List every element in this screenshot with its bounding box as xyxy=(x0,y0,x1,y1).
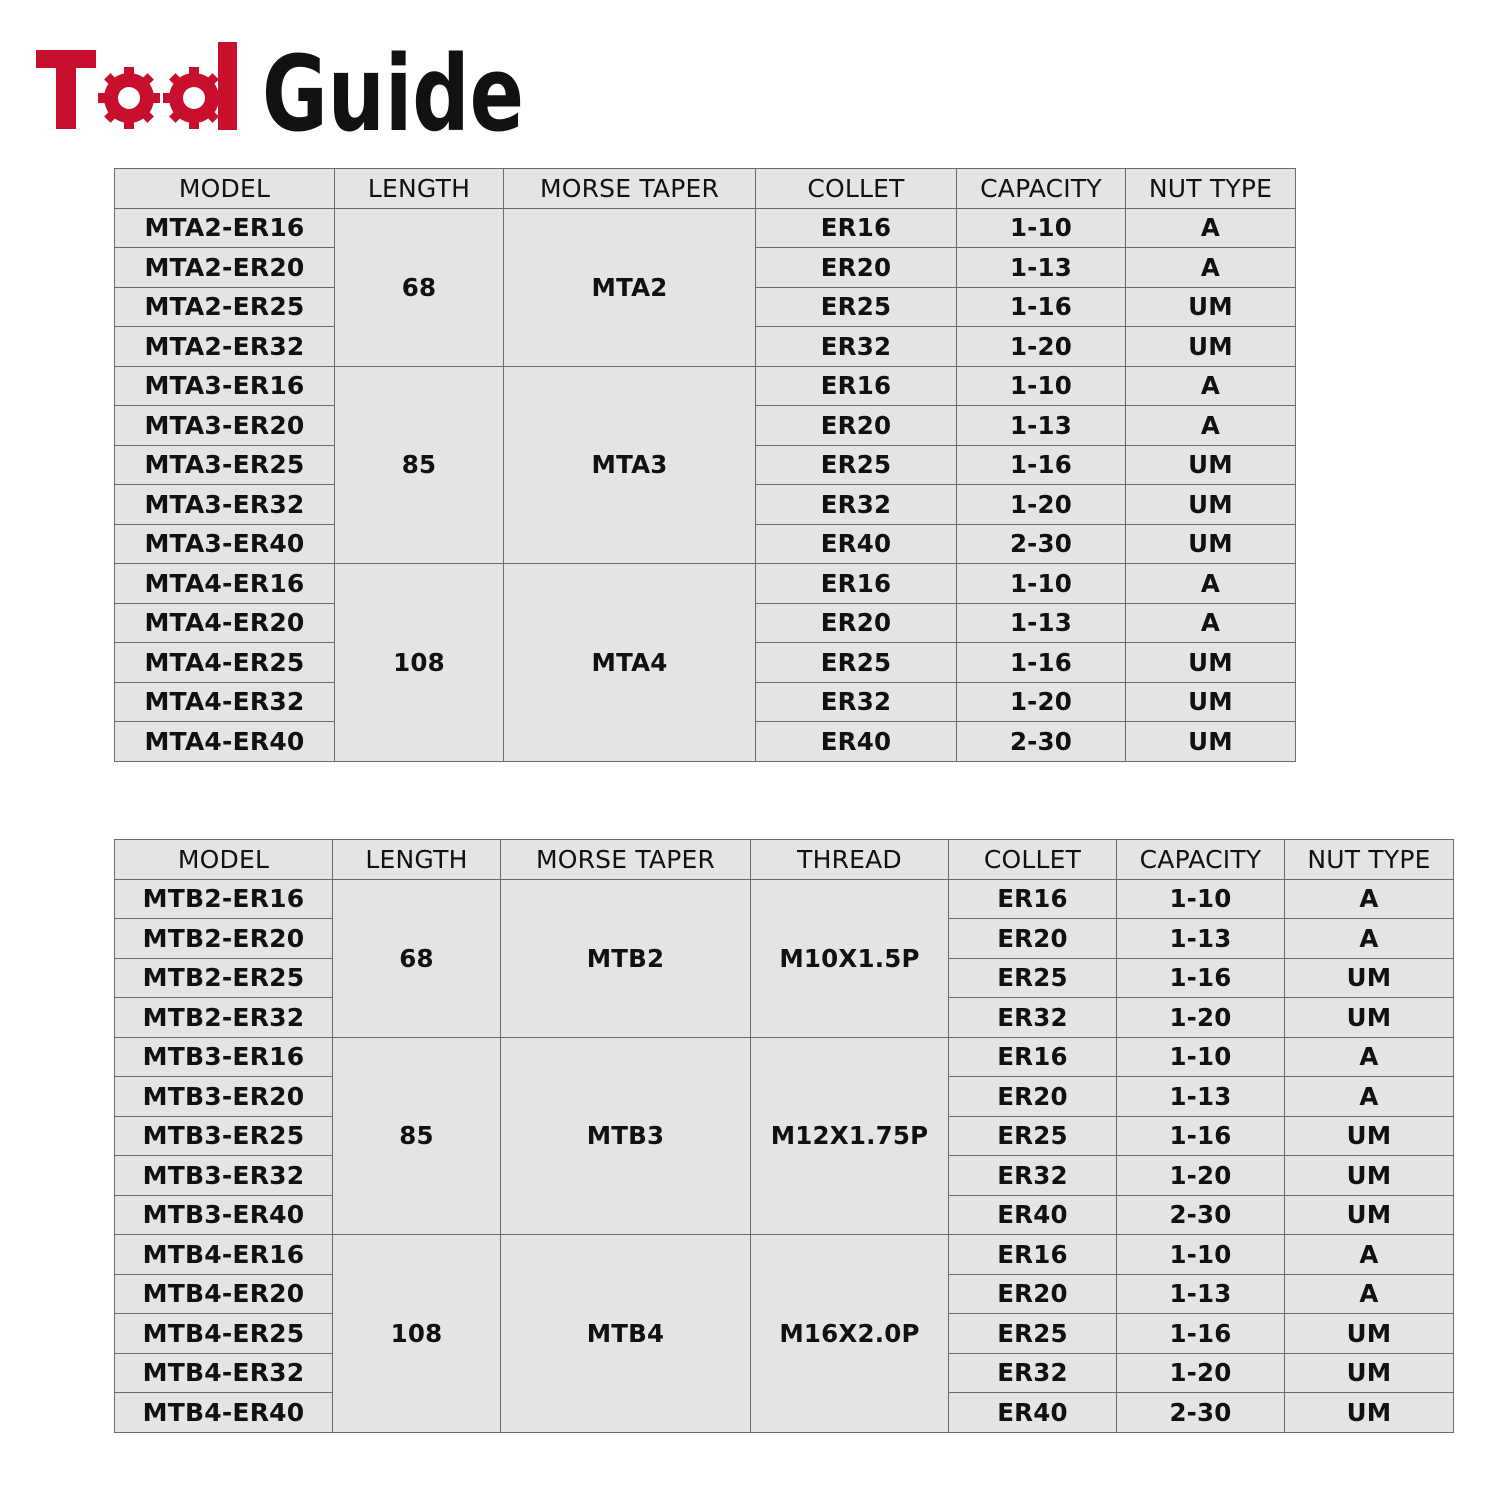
nut-type-cell: UM xyxy=(1126,485,1296,525)
nut-type-cell: A xyxy=(1285,919,1454,959)
collet-cell: ER32 xyxy=(949,998,1117,1038)
model-cell: MTB3-ER32 xyxy=(115,1156,333,1196)
model-cell: MTA4-ER40 xyxy=(115,722,335,762)
nut-type-cell: A xyxy=(1126,406,1296,446)
nut-type-cell: UM xyxy=(1126,643,1296,683)
model-cell: MTA4-ER20 xyxy=(115,603,335,643)
collet-cell: ER32 xyxy=(949,1353,1117,1393)
model-cell: MTA3-ER32 xyxy=(115,485,335,525)
column-header: CAPACITY xyxy=(1117,840,1285,880)
capacity-cell: 1-13 xyxy=(957,248,1126,288)
capacity-cell: 1-16 xyxy=(957,445,1126,485)
collet-cell: ER16 xyxy=(756,208,957,248)
morse-taper-cell: MTA3 xyxy=(504,366,756,564)
collet-cell: ER40 xyxy=(756,524,957,564)
nut-type-cell: A xyxy=(1126,366,1296,406)
capacity-cell: 1-10 xyxy=(1117,1235,1285,1275)
capacity-cell: 2-30 xyxy=(1117,1195,1285,1235)
collet-cell: ER20 xyxy=(756,248,957,288)
thread-cell: M16X2.0P xyxy=(751,1235,949,1433)
table-row xyxy=(115,564,1296,604)
collet-cell: ER32 xyxy=(949,1156,1117,1196)
nut-type-cell: UM xyxy=(1126,524,1296,564)
svg-text:Guide: Guide xyxy=(262,33,524,155)
column-header: NUT TYPE xyxy=(1126,169,1296,209)
morse-taper-cell: MTA2 xyxy=(504,208,756,366)
column-header: CAPACITY xyxy=(957,169,1126,209)
collet-cell: ER16 xyxy=(949,1235,1117,1275)
gear-icon xyxy=(98,67,160,129)
collet-cell: ER16 xyxy=(756,564,957,604)
model-cell: MTA3-ER16 xyxy=(115,366,335,406)
capacity-cell: 1-20 xyxy=(957,327,1126,367)
nut-type-cell: UM xyxy=(1126,682,1296,722)
collet-cell: ER20 xyxy=(949,1077,1117,1117)
nut-type-cell: UM xyxy=(1285,1314,1454,1354)
model-cell: MTB4-ER40 xyxy=(115,1393,333,1433)
tool-guide-logo xyxy=(34,33,534,155)
capacity-cell: 2-30 xyxy=(957,722,1126,762)
nut-type-cell: UM xyxy=(1285,1353,1454,1393)
morse-taper-cell: MTA4 xyxy=(504,564,756,762)
capacity-cell: 1-20 xyxy=(1117,1156,1285,1196)
capacity-cell: 1-16 xyxy=(957,643,1126,683)
capacity-cell: 1-16 xyxy=(1117,958,1285,998)
thread-cell: M10X1.5P xyxy=(751,879,949,1037)
length-cell: 85 xyxy=(333,1037,501,1235)
model-cell: MTA2-ER25 xyxy=(115,287,335,327)
collet-cell: ER25 xyxy=(756,445,957,485)
column-header: LENGTH xyxy=(333,840,501,880)
capacity-cell: 1-20 xyxy=(1117,998,1285,1038)
morse-taper-cell: MTB4 xyxy=(501,1235,751,1433)
nut-type-cell: A xyxy=(1285,879,1454,919)
nut-type-cell: UM xyxy=(1126,722,1296,762)
model-cell: MTA4-ER32 xyxy=(115,682,335,722)
nut-type-cell: UM xyxy=(1126,445,1296,485)
capacity-cell: 1-10 xyxy=(1117,879,1285,919)
model-cell: MTA4-ER16 xyxy=(115,564,335,604)
capacity-cell: 1-16 xyxy=(1117,1116,1285,1156)
column-header: MODEL xyxy=(115,840,333,880)
nut-type-cell: UM xyxy=(1285,1156,1454,1196)
column-header: LENGTH xyxy=(335,169,504,209)
collet-cell: ER25 xyxy=(756,643,957,683)
capacity-cell: 1-13 xyxy=(957,406,1126,446)
model-cell: MTB3-ER25 xyxy=(115,1116,333,1156)
model-cell: MTB4-ER25 xyxy=(115,1314,333,1354)
table-row xyxy=(115,1235,1454,1275)
length-cell: 68 xyxy=(335,208,504,366)
capacity-cell: 1-16 xyxy=(1117,1314,1285,1354)
nut-type-cell: A xyxy=(1285,1037,1454,1077)
nut-type-cell: A xyxy=(1126,248,1296,288)
model-cell: MTB2-ER16 xyxy=(115,879,333,919)
table-row xyxy=(115,1037,1454,1077)
collet-cell: ER20 xyxy=(756,603,957,643)
spec-table-mta xyxy=(114,168,1296,762)
collet-cell: ER25 xyxy=(949,1314,1117,1354)
model-cell: MTA3-ER25 xyxy=(115,445,335,485)
thread-cell: M12X1.75P xyxy=(751,1037,949,1235)
model-cell: MTB3-ER16 xyxy=(115,1037,333,1077)
model-cell: MTA2-ER16 xyxy=(115,208,335,248)
collet-cell: ER20 xyxy=(949,919,1117,959)
header-row xyxy=(115,840,1454,880)
capacity-cell: 1-10 xyxy=(957,366,1126,406)
column-header: COLLET xyxy=(756,169,957,209)
length-cell: 85 xyxy=(335,366,504,564)
capacity-cell: 1-13 xyxy=(957,603,1126,643)
model-cell: MTA2-ER20 xyxy=(115,248,335,288)
model-cell: MTB4-ER20 xyxy=(115,1274,333,1314)
collet-cell: ER40 xyxy=(949,1393,1117,1433)
nut-type-cell: A xyxy=(1285,1077,1454,1117)
capacity-cell: 1-13 xyxy=(1117,1274,1285,1314)
capacity-cell: 1-13 xyxy=(1117,919,1285,959)
nut-type-cell: UM xyxy=(1285,1195,1454,1235)
nut-type-cell: UM xyxy=(1285,1116,1454,1156)
model-cell: MTB3-ER20 xyxy=(115,1077,333,1117)
table-row xyxy=(115,879,1454,919)
collet-cell: ER16 xyxy=(949,1037,1117,1077)
collet-cell: ER32 xyxy=(756,485,957,525)
gear-icon xyxy=(163,67,225,129)
model-cell: MTB2-ER20 xyxy=(115,919,333,959)
column-header: NUT TYPE xyxy=(1285,840,1454,880)
capacity-cell: 1-16 xyxy=(957,287,1126,327)
model-cell: MTA3-ER20 xyxy=(115,406,335,446)
nut-type-cell: UM xyxy=(1285,1393,1454,1433)
length-cell: 108 xyxy=(335,564,504,762)
column-header: THREAD xyxy=(751,840,949,880)
collet-cell: ER25 xyxy=(949,958,1117,998)
collet-cell: ER16 xyxy=(756,366,957,406)
nut-type-cell: A xyxy=(1285,1235,1454,1275)
column-header: COLLET xyxy=(949,840,1117,880)
morse-taper-cell: MTB2 xyxy=(501,879,751,1037)
spec-table-mtb xyxy=(114,839,1454,1433)
model-cell: MTB2-ER32 xyxy=(115,998,333,1038)
length-cell: 108 xyxy=(333,1235,501,1433)
collet-cell: ER20 xyxy=(949,1274,1117,1314)
column-header: MORSE TAPER xyxy=(504,169,756,209)
collet-cell: ER32 xyxy=(756,327,957,367)
capacity-cell: 2-30 xyxy=(957,524,1126,564)
capacity-cell: 1-13 xyxy=(1117,1077,1285,1117)
nut-type-cell: A xyxy=(1285,1274,1454,1314)
capacity-cell: 2-30 xyxy=(1117,1393,1285,1433)
capacity-cell: 1-10 xyxy=(957,208,1126,248)
table-row xyxy=(115,366,1296,406)
logo-graphic xyxy=(34,33,534,155)
collet-cell: ER32 xyxy=(756,682,957,722)
collet-cell: ER25 xyxy=(949,1116,1117,1156)
collet-cell: ER25 xyxy=(756,287,957,327)
morse-taper-cell: MTB3 xyxy=(501,1037,751,1235)
collet-cell: ER40 xyxy=(949,1195,1117,1235)
capacity-cell: 1-10 xyxy=(1117,1037,1285,1077)
column-header: MORSE TAPER xyxy=(501,840,751,880)
model-cell: MTB2-ER25 xyxy=(115,958,333,998)
nut-type-cell: A xyxy=(1126,208,1296,248)
nut-type-cell: UM xyxy=(1126,327,1296,367)
model-cell: MTB3-ER40 xyxy=(115,1195,333,1235)
nut-type-cell: UM xyxy=(1126,287,1296,327)
capacity-cell: 1-20 xyxy=(957,682,1126,722)
length-cell: 68 xyxy=(333,879,501,1037)
header-row xyxy=(115,169,1296,209)
model-cell: MTB4-ER32 xyxy=(115,1353,333,1393)
nut-type-cell: UM xyxy=(1285,998,1454,1038)
nut-type-cell: UM xyxy=(1285,958,1454,998)
table-row xyxy=(115,208,1296,248)
model-cell: MTA4-ER25 xyxy=(115,643,335,683)
column-header: MODEL xyxy=(115,169,335,209)
model-cell: MTB4-ER16 xyxy=(115,1235,333,1275)
capacity-cell: 1-20 xyxy=(957,485,1126,525)
capacity-cell: 1-20 xyxy=(1117,1353,1285,1393)
model-cell: MTA3-ER40 xyxy=(115,524,335,564)
collet-cell: ER20 xyxy=(756,406,957,446)
model-cell: MTA2-ER32 xyxy=(115,327,335,367)
collet-cell: ER40 xyxy=(756,722,957,762)
capacity-cell: 1-10 xyxy=(957,564,1126,604)
collet-cell: ER16 xyxy=(949,879,1117,919)
nut-type-cell: A xyxy=(1126,564,1296,604)
nut-type-cell: A xyxy=(1126,603,1296,643)
